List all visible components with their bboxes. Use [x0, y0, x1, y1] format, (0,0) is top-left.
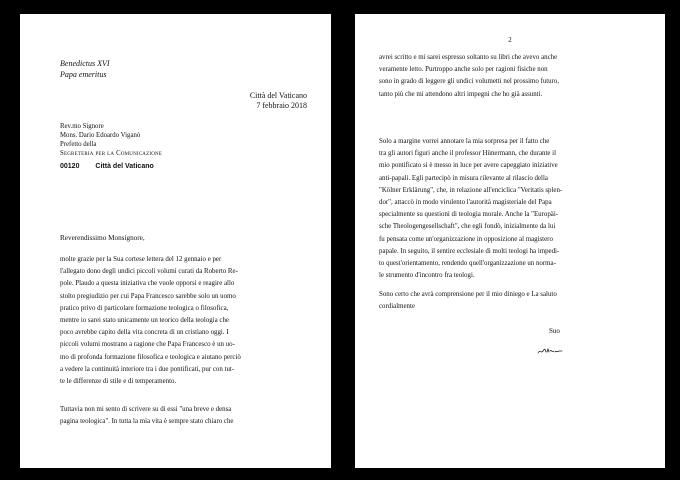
sender-block [60, 58, 110, 80]
text-line: tra gli autori figuri anche il professor Hünermann, che durante il [379, 150, 556, 158]
text-line: le strumento d'incontro fra teologi. [379, 272, 475, 280]
text-line: pratico privo di particolare formazione teologica o filosofica, [60, 304, 229, 312]
handwritten-signature [537, 346, 563, 356]
paragraph [379, 52, 641, 101]
text-line: dor", attaccò in modo virulento l'autorità magisteriale del Papa [379, 199, 552, 207]
address-line: Segreteria per la Comunicazione [60, 150, 163, 157]
text-line: avrei scritto e mi sarei espresso soltanto su libri che avevo anche [379, 54, 558, 61]
text-line: l'allegato dono degli undici piccoli volumi curati da Roberto Re- [60, 268, 238, 276]
text-line: cordialmente [379, 303, 415, 311]
text-line: sono in grado di leggere gli undici volumetti nel prossimo futuro, [379, 78, 560, 86]
paragraph [379, 289, 641, 313]
text-line: poco avrebbe capito della vita concreta di un cristiano oggi. I [60, 329, 229, 337]
text-line: papale. In seguito, il sentire ecclesiale di molti teologi ha impedi- [379, 247, 560, 255]
postal-city: Città del Vaticano [95, 163, 154, 170]
text-line: "Kölner Erklärung", che, in relazione all'enciclica "Veritatis splen- [379, 186, 563, 194]
text-line: tanto più che mi attendono altri impegni che ho già assunti. [379, 90, 543, 98]
text-line: Solo a margine vorrei annotare la mia sorpresa per il fatto che [379, 138, 550, 145]
postal-code: 00120 [60, 163, 80, 170]
paragraph [60, 254, 316, 388]
paragraph [60, 404, 316, 428]
text-line: mentre io sarei stato unicamente un teorico della teologia che [60, 317, 229, 325]
sender-line: Papa emeritus [60, 70, 107, 79]
salutation: Reverendissimo Monsignore, [60, 234, 145, 242]
page-number: 2 [508, 36, 512, 44]
text-line: pagina teologica". In tutta la mia vita è sempre stato chiaro che [60, 418, 234, 426]
text-line: stolto pregiudizio per cui Papa Francesco sarebbe solo un uomo [60, 292, 236, 300]
address-line: Rev.mo Signore [60, 123, 104, 130]
text-line: sche Theologengesellschaft", che egli fondò, inizialmente da lui [379, 223, 556, 231]
closing-text: Suo [549, 327, 560, 335]
text-line: te le differenze di stile e di temperamento. [60, 378, 177, 386]
text-line: mio pontificato si è messo in luce per avere capeggiato iniziative [379, 162, 558, 170]
text-line: veramente letto. Purtroppo anche solo per ragioni fisiche non [379, 66, 548, 74]
letter-page-1 [20, 14, 331, 468]
sender-line: Benedictus XVI [60, 59, 110, 68]
text-line: anti-papali. Egli partecipò in misura rilevante al rilascio della [379, 174, 548, 182]
recipient-address [60, 122, 162, 158]
paragraph [379, 136, 641, 282]
text-line: fu pensata come un'organizzazione in opposizione al magistero [379, 235, 553, 243]
text-line: mo di profonda formazione filosofica e teologica e aiutano perciò [60, 353, 241, 361]
text-line: molte grazie per la Sua cortese lettera del 12 gennaio e per [60, 256, 222, 263]
text-line: a vedere la continuità interiore tra i due pontificati, pur con tut- [60, 365, 235, 373]
text-line: Sono certo che avrà comprensione per il mio diniego e La saluto [379, 291, 557, 298]
place-text: Città del Vaticano [249, 91, 307, 100]
date-text: 7 febbraio 2018 [256, 101, 307, 110]
text-line: to quest'orientamento, rendendo quell'organizzazione un norma- [379, 260, 556, 268]
letter-page-2 [355, 14, 665, 468]
text-line: Tuttavia non mi sento di scrivere su di essi "una breve e densa [60, 406, 232, 413]
text-line: piccoli volumi mostrano a ragione che Papa Francesco è un uo- [60, 341, 235, 349]
date-block [250, 91, 307, 111]
text-line: pole. Plaudo a questa iniziativa che vuole opporsi e reagire allo [60, 280, 235, 288]
postal-line [60, 163, 154, 170]
address-line: Mons. Dario Edoardo Viganò [60, 132, 141, 139]
text-line: specialmente su questioni di teologia morale. Anche la "Europäi- [379, 211, 559, 219]
address-line: Prefetto della [60, 141, 97, 148]
